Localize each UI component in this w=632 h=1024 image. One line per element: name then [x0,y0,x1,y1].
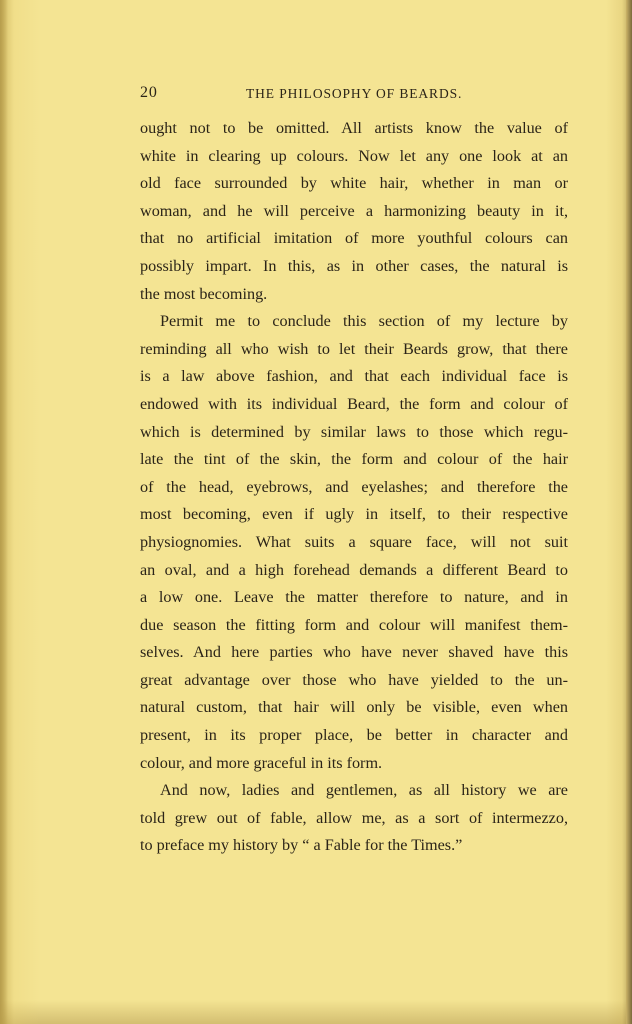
body-text [140,115,568,860]
text-line: an oval, and a high forehead demands a different Beard to [140,560,568,579]
text-line: told grew out of fable, allow me, as a sort of intermezzo, [140,808,568,827]
text-line: present, in its proper place, be better in character and [140,726,568,745]
text-line: a low one. Leave the matter therefore to nature, and in [140,588,568,607]
page-right-edge [626,0,632,1024]
text-line: due season the fitting form and colour will manifest them- [140,615,568,634]
page-binding-edge [0,0,8,1024]
text-line: reminding all who wish to let their Beards grow, that there [140,339,568,358]
page-header [140,84,568,106]
text-line: possibly impart. In this, as in other cases, the natural is [140,256,568,275]
text-line: old face surrounded by white hair, whether in man or [140,174,568,193]
text-line: of the head, eyebrows, and eyelashes; and therefore the [140,477,568,496]
text-line: Permit me to conclude this section of my lecture by [160,312,568,331]
page-number: 20 [140,84,158,101]
text-line: white in clearing up colours. Now let any one look at an [140,146,568,165]
text-line: ought not to be omitted. All artists know the value of [140,119,568,137]
text-line: most becoming, even if ugly in itself, to their respective [140,505,568,524]
text-line: physiognomies. What suits a square face, will not suit [140,532,568,551]
text-line: colour, and more graceful in its form. [140,753,383,772]
text-line: that no artificial imitation of more youthful colours can [140,229,568,248]
text-line: natural custom, that hair will only be visible, even when [140,698,568,717]
text-line: great advantage over those who have yielded to the un- [140,670,568,689]
text-line: late the tint of the skin, the form and colour of the hair [140,450,568,469]
running-title: THE PHILOSOPHY OF BEARDS. [246,86,463,101]
text-line: is a law above fashion, and that each individual face is [140,367,568,386]
text-line: selves. And here parties who have never shaved have this [140,643,568,662]
text-line: which is determined by similar laws to those which regu- [140,422,568,441]
text-line: endowed with its individual Beard, the form and colour of [140,394,568,413]
text-line: the most becoming. [140,284,268,303]
text-line: woman, and he will perceive a harmonizing beauty in it, [140,201,568,220]
text-line: to preface my history by “ a Fable for the Times.” [140,836,463,855]
text-line: And now, ladies and gentlemen, as all history we are [160,781,568,800]
